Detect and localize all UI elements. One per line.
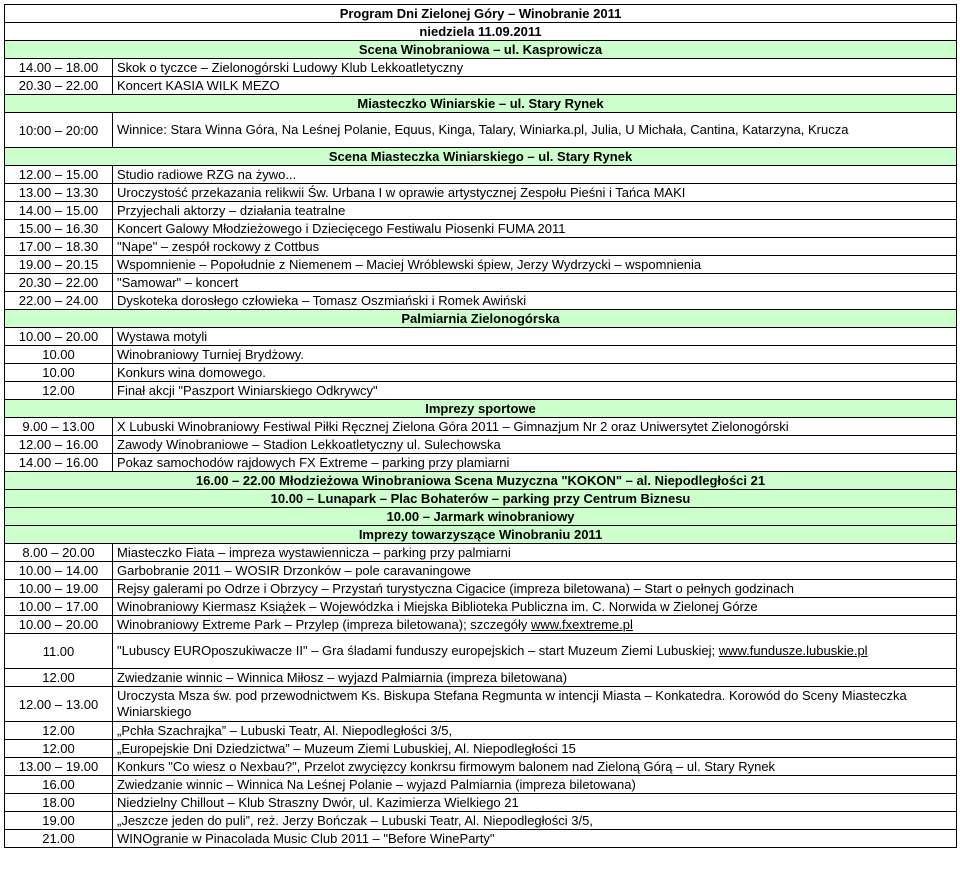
event-row — [5, 436, 957, 454]
event-time: 12.00 – 16.00 — [5, 436, 113, 454]
event-description-text: Zwiedzanie winnic – Winnica Na Leśnej Polanie – wyjazd Palmiarnia (impreza biletowana) — [117, 777, 636, 792]
event-row — [5, 59, 957, 77]
event-row — [5, 220, 957, 238]
event-description-text: Zawody Winobraniowe – Stadion Lekkoatletyczny ul. Sulechowska — [117, 437, 501, 452]
event-link[interactable]: www.fxextreme.pl — [531, 617, 633, 632]
event-row — [5, 113, 957, 148]
event-description — [113, 382, 957, 400]
event-row — [5, 794, 957, 812]
event-description — [113, 346, 957, 364]
event-time: 16.00 — [5, 776, 113, 794]
event-description-text: Zwiedzanie winnic – Winnica Miłosz – wyjazd Palmiarnia (impreza biletowana) — [117, 670, 568, 685]
event-description — [113, 812, 957, 830]
event-row — [5, 202, 957, 220]
event-description-text: Winobraniowy Extreme Park – Przylep (impreza biletowana); szczegóły — [117, 617, 531, 632]
event-description-text: Winobraniowy Turniej Brydżowy. — [117, 347, 304, 362]
event-time: 13.00 – 13.30 — [5, 184, 113, 202]
event-description — [113, 616, 957, 634]
event-description-text: "Nape" – zespół rockowy z Cottbus — [117, 239, 320, 254]
event-description — [113, 77, 957, 95]
event-time: 10.00 – 20.00 — [5, 328, 113, 346]
section-header: Palmiarnia Zielonogórska — [5, 310, 957, 328]
section-header-row — [5, 508, 957, 526]
event-description — [113, 722, 957, 740]
event-time: 20.30 – 22.00 — [5, 77, 113, 95]
event-time: 12.00 — [5, 669, 113, 687]
section-header: Scena Miasteczka Winiarskiego – ul. Stary Rynek — [5, 148, 957, 166]
event-row — [5, 580, 957, 598]
program-date: niedziela 11.09.2011 — [5, 23, 957, 41]
event-time: 14.00 – 18.00 — [5, 59, 113, 77]
event-row — [5, 166, 957, 184]
event-time: 12.00 – 15.00 — [5, 166, 113, 184]
event-time: 9.00 – 13.00 — [5, 418, 113, 436]
event-row — [5, 238, 957, 256]
event-row — [5, 812, 957, 830]
event-description — [113, 256, 957, 274]
event-description — [113, 364, 957, 382]
event-time: 8.00 – 20.00 — [5, 544, 113, 562]
event-description-text: "Samowar" – koncert — [117, 275, 239, 290]
section-header: 10.00 – Jarmark winobraniowy — [5, 508, 957, 526]
event-description — [113, 454, 957, 472]
event-description-text: Pokaz samochodów rajdowych FX Extreme – parking przy plamiarni — [117, 455, 510, 470]
event-description-text: „Pchła Szachrajka” – Lubuski Teatr, Al. Niepodległości 3/5, — [117, 723, 453, 738]
event-description-text: „Europejskie Dni Dziedzictwa” – Muzeum Ziemi Lubuskiej, Al. Niepodległości 15 — [117, 741, 576, 756]
event-description — [113, 830, 957, 848]
event-description — [113, 634, 957, 669]
event-time: 21.00 — [5, 830, 113, 848]
event-description-text: Winobraniowy Kiermasz Książek – Wojewódzka i Miejska Biblioteka Publiczna im. C. Norwida w Zielonej Górze — [117, 599, 758, 614]
event-description — [113, 202, 957, 220]
section-header-row — [5, 41, 957, 59]
event-description — [113, 580, 957, 598]
program-table — [4, 4, 957, 848]
event-description — [113, 59, 957, 77]
date-row — [5, 23, 957, 41]
event-description-text: Miasteczko Fiata – impreza wystawiennicza – parking przy palmiarni — [117, 545, 511, 560]
event-row — [5, 382, 957, 400]
event-description-text: Finał akcji "Paszport Winiarskiego Odkrywcy" — [117, 383, 378, 398]
event-row — [5, 274, 957, 292]
section-header-row — [5, 310, 957, 328]
event-row — [5, 740, 957, 758]
event-time: 22.00 – 24.00 — [5, 292, 113, 310]
event-row — [5, 634, 957, 669]
event-row — [5, 328, 957, 346]
event-row — [5, 418, 957, 436]
event-description-text: Konkurs "Co wiesz o Nexbau?", Przelot zwycięzcy konkrsu firmowym balonem nad Zieloną Górą – ul. Stary Rynek — [117, 759, 776, 774]
event-description-text: Rejsy galerami po Odrze i Obrzycy – Przystań turystyczna Cigacice (impreza biletowana) – Start o pełnych godzinach — [117, 581, 795, 596]
event-time: 17.00 – 18.30 — [5, 238, 113, 256]
event-time: 10.00 – 14.00 — [5, 562, 113, 580]
event-description — [113, 418, 957, 436]
event-row — [5, 776, 957, 794]
event-description — [113, 292, 957, 310]
event-description-text: Skok o tyczce – Zielonogórski Ludowy Klub Lekkoatletyczny — [117, 60, 464, 75]
section-header: 16.00 – 22.00 Młodzieżowa Winobraniowa Scena Muzyczna "KOKON" – al. Niepodległości 21 — [5, 472, 957, 490]
section-header: Miasteczko Winiarskie – ul. Stary Rynek — [5, 95, 957, 113]
event-description — [113, 238, 957, 256]
section-header-row — [5, 472, 957, 490]
section-header-row — [5, 95, 957, 113]
event-description-text: X Lubuski Winobraniowy Festiwal Piłki Ręcznej Zielona Góra 2011 – Gimnazjum Nr 2 oraz Uniwersytet Zielonogórski — [117, 419, 789, 434]
event-description — [113, 274, 957, 292]
event-description-text: Garbobranie 2011 – WOSIR Drzonków – pole caravaningowe — [117, 563, 471, 578]
event-row — [5, 830, 957, 848]
event-description-text: Niedzielny Chillout – Klub Straszny Dwór, ul. Kazimierza Wielkiego 21 — [117, 795, 519, 810]
event-time: 14.00 – 16.00 — [5, 454, 113, 472]
event-description-text: Uroczystość przekazania relikwii Św. Urbana I w oprawie artystycznej Zespołu Pieśni i Tańca MAKI — [117, 185, 686, 200]
section-header-row — [5, 526, 957, 544]
event-row — [5, 454, 957, 472]
section-header-row — [5, 148, 957, 166]
event-row — [5, 256, 957, 274]
event-time: 14.00 – 15.00 — [5, 202, 113, 220]
event-time: 10:00 – 20:00 — [5, 113, 113, 148]
event-row — [5, 184, 957, 202]
event-description-text: "Lubuscy EUROposzukiwacze II" – Gra śladami funduszy europejskich – start Muzeum Ziemi Lubuskiej; — [117, 643, 719, 658]
event-time: 19.00 — [5, 812, 113, 830]
event-description-text: Uroczysta Msza św. pod przewodnictwem Ks. Biskupa Stefana Regmunta w intencji Miasta – Konkatedra. Korowód do Sceny Miasteczka Winiarskiego — [117, 688, 907, 719]
section-header: 10.00 – Lunapark – Plac Bohaterów – parking przy Centrum Biznesu — [5, 490, 957, 508]
event-link[interactable]: www.fundusze.lubuskie.pl — [718, 643, 868, 658]
event-description-text: Winnice: Stara Winna Góra, Na Leśnej Polanie, Equus, Kinga, Talary, Winiarka.pl, Julia, U Michała, Cantina, Katarzyna, Krucza — [117, 122, 849, 137]
event-description-text: „Jeszcze jeden do puli”, reż. Jerzy Bończak – Lubuski Teatr, Al. Niepodległości 3/5, — [117, 813, 593, 828]
event-row — [5, 364, 957, 382]
event-description-text: Wspomnienie – Popołudnie z Niemenem – Maciej Wróblewski śpiew, Jerzy Wydrzycki – wspomnienia — [117, 257, 702, 272]
event-description — [113, 758, 957, 776]
title-row — [5, 5, 957, 23]
event-description-text: Studio radiowe RZG na żywo... — [117, 167, 297, 182]
event-description — [113, 328, 957, 346]
event-time: 11.00 — [5, 634, 113, 669]
event-description-text: Koncert KASIA WILK MEZO — [117, 78, 280, 93]
event-description — [113, 184, 957, 202]
section-header-row — [5, 400, 957, 418]
event-time: 12.00 — [5, 722, 113, 740]
event-time: 13.00 – 19.00 — [5, 758, 113, 776]
event-time: 12.00 — [5, 382, 113, 400]
event-row — [5, 346, 957, 364]
event-description — [113, 687, 957, 722]
section-header-row — [5, 490, 957, 508]
event-row — [5, 544, 957, 562]
event-description — [113, 436, 957, 454]
event-time: 10.00 – 17.00 — [5, 598, 113, 616]
event-description — [113, 562, 957, 580]
event-row — [5, 722, 957, 740]
event-description-text: Przyjechali aktorzy – działania teatralne — [117, 203, 346, 218]
event-description — [113, 776, 957, 794]
event-time: 18.00 — [5, 794, 113, 812]
event-row — [5, 669, 957, 687]
event-time: 10.00 — [5, 364, 113, 382]
event-time: 10.00 – 19.00 — [5, 580, 113, 598]
event-description — [113, 544, 957, 562]
section-header: Imprezy towarzyszące Winobraniu 2011 — [5, 526, 957, 544]
event-row — [5, 77, 957, 95]
event-description-text: WINOgranie w Pinacolada Music Club 2011 – "Before WineParty" — [117, 831, 495, 846]
event-time: 12.00 – 13.00 — [5, 687, 113, 722]
event-row — [5, 616, 957, 634]
event-time: 15.00 – 16.30 — [5, 220, 113, 238]
event-description — [113, 220, 957, 238]
event-description-text: Koncert Galowy Młodzieżowego i Dziecięcego Festiwalu Piosenki FUMA 2011 — [117, 221, 566, 236]
event-description — [113, 740, 957, 758]
event-time: 10.00 — [5, 346, 113, 364]
event-description-text: Konkurs wina domowego. — [117, 365, 266, 380]
event-description — [113, 598, 957, 616]
event-time: 12.00 — [5, 740, 113, 758]
event-description — [113, 113, 957, 148]
event-row — [5, 758, 957, 776]
program-table-body — [5, 5, 957, 848]
event-description — [113, 794, 957, 812]
section-header: Imprezy sportowe — [5, 400, 957, 418]
event-row — [5, 292, 957, 310]
event-time: 20.30 – 22.00 — [5, 274, 113, 292]
program-title: Program Dni Zielonej Góry – Winobranie 2011 — [5, 5, 957, 23]
event-description-text: Wystawa motyli — [117, 329, 208, 344]
event-description — [113, 669, 957, 687]
section-header: Scena Winobraniowa – ul. Kasprowicza — [5, 41, 957, 59]
event-row — [5, 562, 957, 580]
event-description — [113, 166, 957, 184]
event-row — [5, 687, 957, 722]
event-time: 10.00 – 20.00 — [5, 616, 113, 634]
event-description-text: Dyskoteka dorosłego człowieka – Tomasz Oszmiański i Romek Awiński — [117, 293, 527, 308]
event-time: 19.00 – 20.15 — [5, 256, 113, 274]
event-row — [5, 598, 957, 616]
